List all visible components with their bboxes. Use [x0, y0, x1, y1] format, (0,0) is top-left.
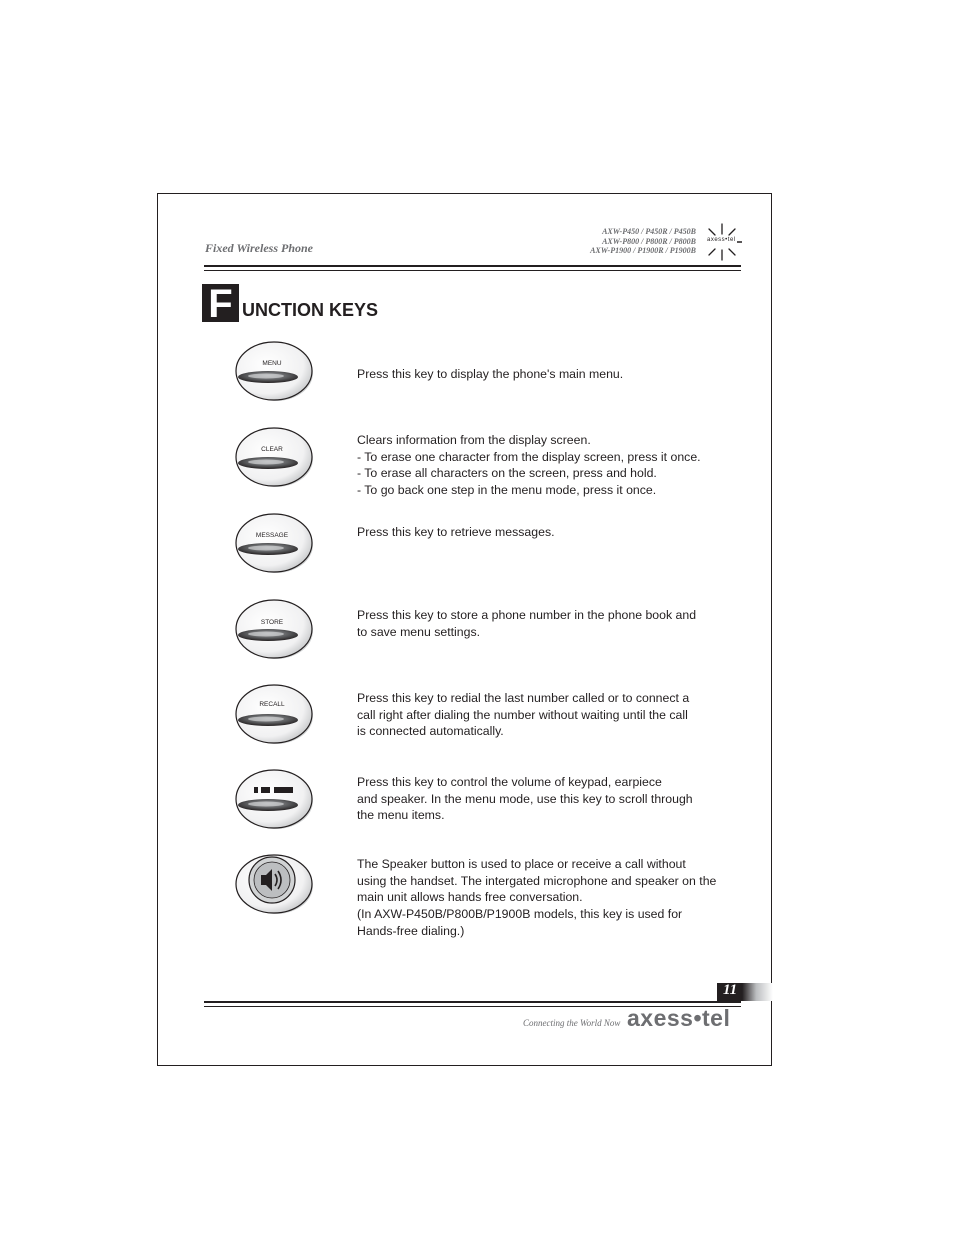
- key-description: Clears information from the display screen. - To erase one character from the display screen, press it once. - To erase all characters on the screen, press and hold. - To go back one step in the menu mode, press it once.: [357, 433, 701, 498]
- model-line: AXW-P450 / P450R / P450B: [602, 227, 696, 236]
- recall-key-icon: [234, 683, 316, 745]
- model-list: [590, 227, 696, 256]
- footer-rule: [204, 1001, 741, 1003]
- key-label: MENU: [262, 360, 282, 367]
- header-rule-thin: [204, 270, 741, 271]
- volume-key-icon: [234, 768, 316, 830]
- key-label: RECALL: [259, 701, 285, 708]
- footer-tagline: Connecting the World Now: [523, 1018, 621, 1028]
- header-logo-text: axess•tel: [707, 237, 736, 243]
- model-line: AXW-P800 / P800R / P800B: [602, 236, 696, 246]
- section-title: UNCTION KEYS: [242, 300, 379, 320]
- header-rule: [204, 265, 741, 267]
- menu-key-icon: [234, 340, 316, 402]
- key-description: Press this key to display the phone's main menu.: [357, 367, 624, 381]
- key-label: STORE: [260, 619, 284, 626]
- key-label: CLEAR: [261, 446, 283, 453]
- key-description: Press this key to redial the last number called or to connect a call right after dialing the number without waiting until the call is connected automatically.: [357, 691, 690, 739]
- message-key-icon: [234, 512, 316, 574]
- key-description: Press this key to store a phone number in the phone book and to save menu settings.: [357, 608, 697, 639]
- footer-brand-logo: axess•tel: [627, 1005, 731, 1031]
- key-label: MESSAGE: [255, 532, 289, 539]
- drop-cap: F: [202, 284, 239, 322]
- clear-key-icon: [234, 426, 316, 488]
- key-description: Press this key to retrieve messages.: [357, 525, 555, 539]
- key-description: Press this key to control the volume of keypad, earpiece and speaker. In the menu mode, use this key to scroll through the menu items.: [357, 775, 693, 823]
- model-line: AXW-P1900 / P1900R / P1900B: [590, 246, 696, 255]
- key-description: The Speaker button is used to place or receive a call without using the handset. The intergated microphone and speaker on the main unit allows hands free conversation. (In AXW-P450B/P800B/P1900B models, this key is used for Hands-free dialing.): [357, 857, 717, 938]
- page-number: 11: [723, 982, 738, 998]
- header-title: Fixed Wireless Phone: [205, 241, 314, 255]
- speaker-key-icon: [234, 853, 316, 915]
- store-key-icon: [234, 598, 316, 660]
